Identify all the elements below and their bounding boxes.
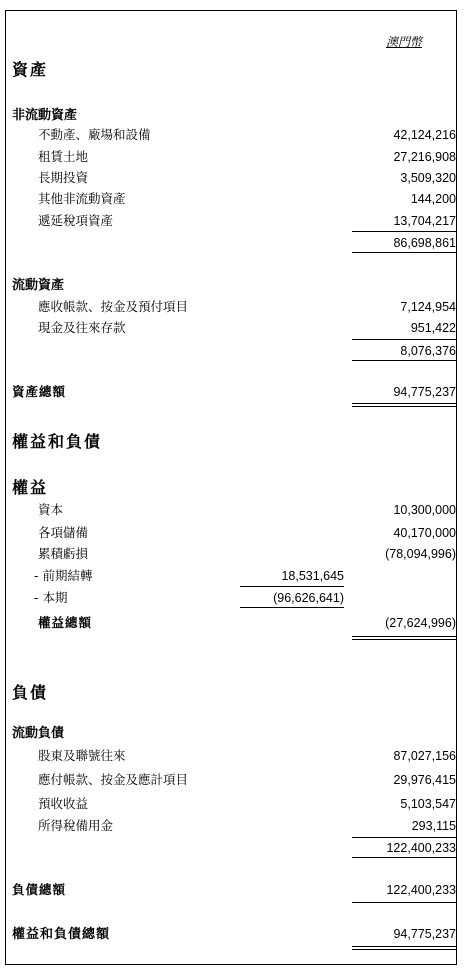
- ca-value: 7,124,954: [400, 300, 456, 314]
- ca-label: 現金及往來存款: [38, 320, 126, 335]
- liability-value: 5,103,547: [400, 797, 456, 811]
- double-rule: [352, 949, 456, 950]
- total-equity-value: (27,624,996): [385, 616, 456, 630]
- liability-value: 293,115: [411, 819, 456, 833]
- middle-rule: [240, 586, 344, 587]
- equity-value: 40,170,000: [393, 526, 456, 540]
- total-assets-value: 94,775,237: [393, 385, 456, 399]
- liability-label: 應付帳款、按金及應計項目: [38, 772, 189, 787]
- liability-label: 股東及聯號往來: [38, 748, 126, 763]
- equity-sub-label: - 前期結轉: [34, 568, 93, 583]
- total-rule: [352, 902, 456, 903]
- nca-value: 13,704,217: [393, 214, 456, 228]
- current-liabilities-heading: 流動負債: [12, 726, 65, 741]
- nca-label: 租賃土地: [38, 149, 89, 164]
- equity-label: 累積虧損: [38, 546, 89, 561]
- equity-sub-value: 18,531,645: [281, 569, 344, 583]
- nca-value: 42,124,216: [393, 128, 456, 142]
- middle-rule: [240, 607, 344, 608]
- nca-value: 27,216,908: [393, 150, 456, 164]
- liability-label: 預收收益: [38, 796, 89, 811]
- grand-total-label: 權益和負債總額: [12, 927, 111, 942]
- equity-liabilities-heading: 權益和負債: [12, 432, 103, 451]
- double-rule: [352, 406, 456, 407]
- total-liabilities-label: 負債總額: [12, 882, 67, 897]
- equity-sub-value: (96,626,641): [273, 591, 344, 605]
- nca-subtotal: 86,698,861: [393, 236, 456, 250]
- subtotal-rule: [352, 857, 456, 858]
- nca-label: 長期投資: [38, 170, 89, 185]
- total-liabilities-value: 122,400,233: [386, 883, 456, 897]
- double-rule: [352, 639, 456, 640]
- liabilities-heading: 負債: [12, 683, 49, 702]
- liability-value: 87,027,156: [393, 749, 456, 763]
- nca-label: 遞延稅項資產: [38, 213, 114, 228]
- subtotal-rule: [352, 339, 456, 340]
- subtotal-rule: [352, 360, 456, 361]
- ca-subtotal: 8,076,376: [400, 344, 456, 358]
- equity-label: 資本: [38, 502, 64, 517]
- currency-header: 澳門幣: [386, 35, 423, 49]
- equity-value: 10,300,000: [393, 503, 456, 517]
- subtotal-rule: [352, 231, 456, 232]
- subtotal-rule: [352, 252, 456, 253]
- double-rule: [352, 946, 456, 947]
- assets-heading: 資產: [12, 60, 49, 79]
- ca-label: 應收帳款、按金及預付項目: [38, 299, 189, 314]
- grand-total-value: 94,775,237: [393, 927, 456, 941]
- nca-value: 144,200: [410, 192, 456, 206]
- liability-label: 所得稅備用金: [38, 818, 114, 833]
- subtotal-rule: [352, 837, 456, 838]
- equity-value: (78,094,996): [385, 547, 456, 561]
- nca-label: 不動產、廠場和設備: [38, 127, 151, 142]
- double-rule: [352, 403, 456, 404]
- nca-label: 其他非流動資產: [38, 191, 126, 206]
- equity-sub-label: - 本期: [34, 590, 68, 605]
- ca-value: 951,422: [410, 321, 456, 335]
- liabilities-subtotal: 122,400,233: [386, 841, 456, 855]
- nca-value: 3,509,320: [400, 171, 456, 185]
- total-equity-label: 權益總額: [38, 615, 93, 630]
- double-rule: [352, 636, 456, 637]
- equity-heading: 權益: [12, 478, 49, 497]
- current-assets-heading: 流動資產: [12, 278, 65, 293]
- non-current-assets-heading: 非流動資產: [12, 108, 78, 123]
- total-assets-label: 資產總額: [12, 384, 67, 399]
- equity-label: 各項儲備: [38, 525, 89, 540]
- liability-value: 29,976,415: [393, 773, 456, 787]
